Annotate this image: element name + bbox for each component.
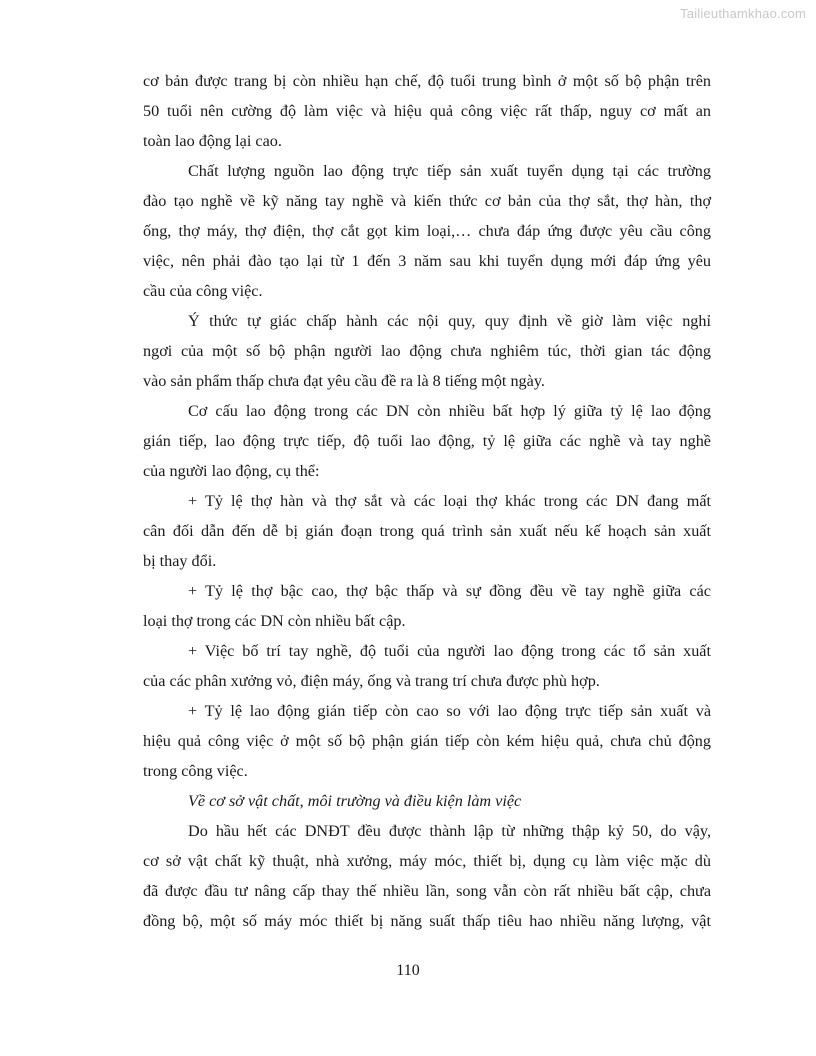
text-line: ngơi của một số bộ phận người lao động chưa nghiêm túc, thời gian tác động xyxy=(143,342,711,360)
text-line: đồng bộ, một số máy móc thiết bị năng suất thấp tiêu hao nhiều năng lượng, vật xyxy=(143,912,711,930)
document-body xyxy=(143,66,711,936)
text-line: gián tiếp, lao động trực tiếp, độ tuổi lao động, tỷ lệ giữa các nghề và tay nghề xyxy=(143,432,711,450)
text-line: bị thay đổi. xyxy=(143,552,217,570)
text-line: của các phân xưởng vỏ, điện máy, ống và trang trí chưa được phù hợp. xyxy=(143,672,600,690)
text-line: trong công việc. xyxy=(143,762,248,780)
text-line: của người lao động, cụ thể: xyxy=(143,462,320,480)
text-line: + Tỷ lệ thợ bậc cao, thợ bậc thấp và sự đồng đều về tay nghề giữa các xyxy=(188,582,711,600)
text-line: Cơ cấu lao động trong các DN còn nhiều bất hợp lý giữa tỷ lệ lao động xyxy=(188,402,711,420)
text-line: vào sản phẩm thấp chưa đạt yêu cầu đề ra là 8 tiếng một ngày. xyxy=(143,372,545,390)
text-line: cơ sở vật chất kỹ thuật, nhà xưởng, máy móc, thiết bị, dụng cụ làm việc mặc dù xyxy=(143,852,711,870)
text-line: đã được đầu tư nâng cấp thay thế nhiều lần, song vẫn còn rất nhiều bất cập, chưa xyxy=(143,882,711,900)
text-line: cân đối dẫn đến dễ bị gián đoạn trong quá trình sản xuất nếu kế hoạch sản xuất xyxy=(143,522,711,540)
text-line: việc, nên phải đào tạo lại từ 1 đến 3 năm sau khi tuyển dụng mới đáp ứng yêu xyxy=(143,252,711,270)
text-line: loại thợ trong các DN còn nhiều bất cập. xyxy=(143,612,406,630)
text-line: Ý thức tự giác chấp hành các nội quy, quy định về giờ làm việc nghỉ xyxy=(188,312,711,330)
text-line: Chất lượng nguồn lao động trực tiếp sản xuất tuyển dụng tại các trường xyxy=(188,162,711,180)
text-line: ống, thợ máy, thợ điện, thợ cắt gọt kim loại,… chưa đáp ứng được yêu cầu công xyxy=(143,222,711,240)
page-number: 110 xyxy=(396,962,420,979)
text-line: 50 tuổi nên cường độ làm việc và hiệu quả công việc rất thấp, nguy cơ mất an xyxy=(143,102,711,120)
section-heading: Về cơ sở vật chất, môi trường và điều kiện làm việc xyxy=(188,792,522,810)
text-line: hiệu quả công việc ở một số bộ phận gián tiếp còn kém hiệu quả, chưa chủ động xyxy=(143,732,711,750)
text-line: cơ bản được trang bị còn nhiều hạn chế, độ tuổi trung bình ở một số bộ phận trên xyxy=(143,72,711,90)
watermark-text: Tailieuthamkhao.com xyxy=(680,6,806,21)
text-line: cầu của công việc. xyxy=(143,282,263,300)
text-line: toàn lao động lại cao. xyxy=(143,132,282,150)
text-line: + Tỷ lệ thợ hàn và thợ sắt và các loại thợ khác trong các DN đang mất xyxy=(188,492,711,510)
text-line: + Tỷ lệ lao động gián tiếp còn cao so với lao động trực tiếp sản xuất và xyxy=(188,702,711,720)
text-line: Do hầu hết các DNĐT đều được thành lập từ những thập kỷ 50, do vậy, xyxy=(188,822,711,840)
text-line: đào tạo nghề về kỹ năng tay nghề và kiến thức cơ bản của thợ sắt, thợ hàn, thợ xyxy=(143,192,711,210)
text-line: + Việc bố trí tay nghề, độ tuổi của người lao động trong các tổ sản xuất xyxy=(188,642,711,660)
